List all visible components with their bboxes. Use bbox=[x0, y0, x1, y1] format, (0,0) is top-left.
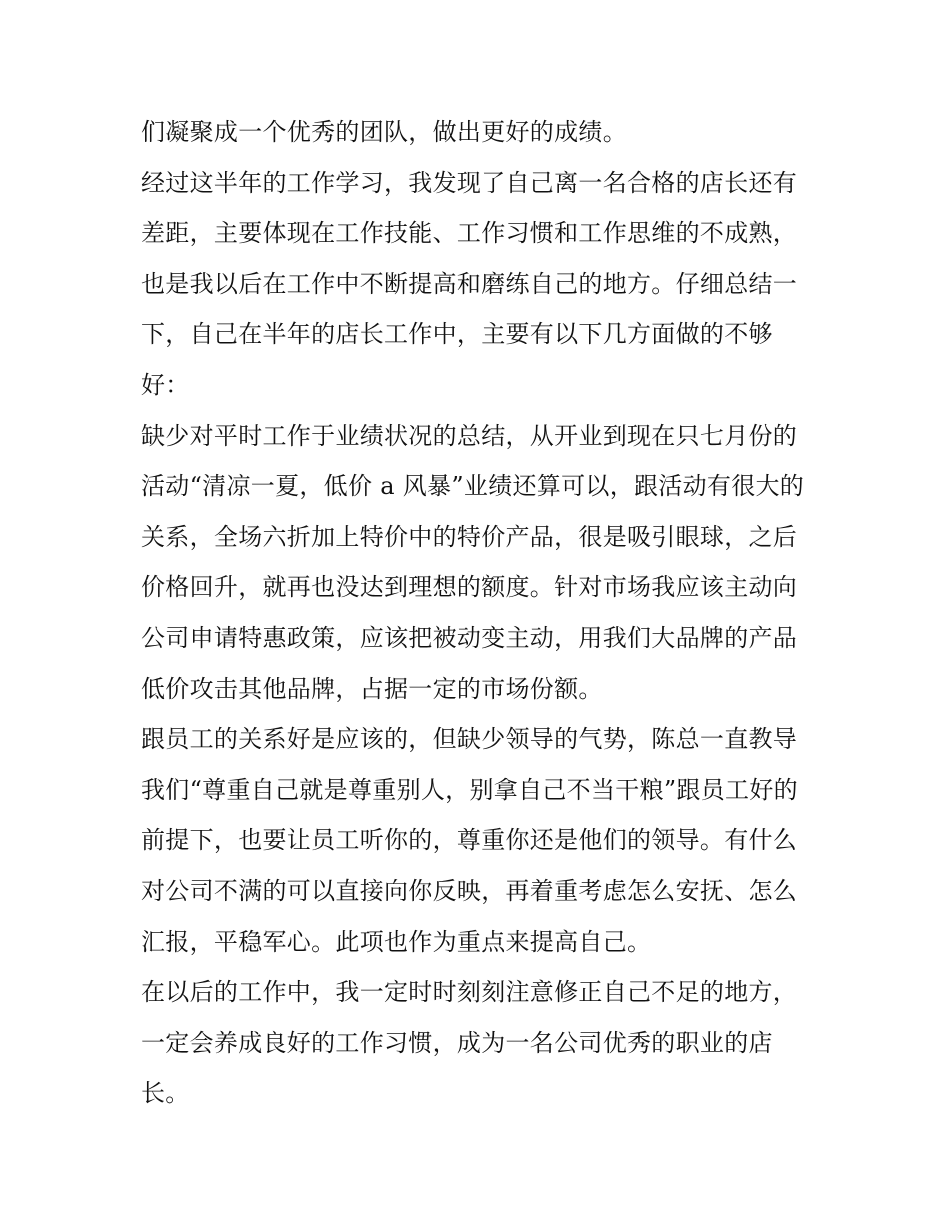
text-line: 价格回升，就再也没达到理想的额度。针对市场我应该主动向 bbox=[141, 573, 798, 602]
text-line: 一定会养成良好的工作习惯，成为一名公司优秀的职业的店 bbox=[141, 1028, 773, 1057]
text-line: 差距，主要体现在工作技能、工作习惯和工作思维的不成熟， bbox=[141, 219, 798, 248]
text-line: 前提下，也要让员工听你的，尊重你还是他们的领导。有什么 bbox=[141, 826, 798, 855]
text-line: 们凝聚成一个优秀的团队，做出更好的成绩。 bbox=[141, 118, 627, 146]
text-line: 公司申请特惠政策，应该把被动变主动，用我们大品牌的产品 bbox=[141, 623, 798, 652]
text-line: 下，自己在半年的店长工作中，主要有以下几方面做的不够 bbox=[141, 320, 773, 349]
text-line: 对公司不满的可以直接向你反映，再着重考虑怎么安抚、怎么 bbox=[141, 876, 798, 905]
text-line: 汇报，平稳军心。此项也作为重点来提高自己。 bbox=[141, 927, 652, 956]
document-body-text bbox=[141, 107, 821, 1119]
text-line: 缺少对平时工作于业绩状况的总结，从开业到现在只七月份的 bbox=[141, 421, 798, 450]
text-line: 长。 bbox=[141, 1079, 190, 1108]
text-line: 活动“清凉一夏，低价 a 风暴”业绩还算可以，跟活动有很大的 bbox=[141, 472, 805, 501]
text-line: 我们“尊重自己就是尊重别人，别拿自己不当干粮”跟员工好的 bbox=[141, 775, 798, 804]
text-line: 在以后的工作中，我一定时时刻刻注意修正自己不足的地方， bbox=[141, 978, 798, 1007]
text-line: 关系，全场六折加上特价中的特价产品，很是吸引眼球，之后 bbox=[141, 522, 798, 551]
text-line: 经过这半年的工作学习，我发现了自己离一名合格的店长还有 bbox=[141, 168, 798, 197]
text-line: 跟员工的关系好是应该的，但缺少领导的气势，陈总一直教导 bbox=[141, 725, 798, 754]
text-line: 也是我以后在工作中不断提高和磨练自己的地方。仔细总结一 bbox=[141, 269, 798, 298]
text-line: 好： bbox=[141, 370, 190, 399]
text-line: 低价攻击其他品牌，占据一定的市场份额。 bbox=[141, 674, 603, 703]
